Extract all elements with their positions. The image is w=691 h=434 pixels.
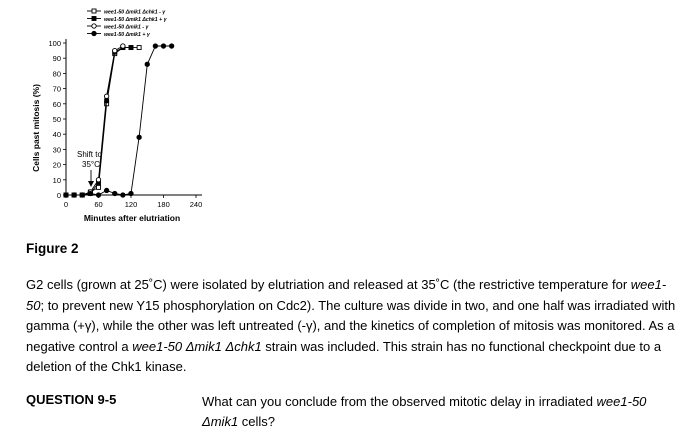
data-point: [137, 46, 141, 50]
data-point: [104, 188, 108, 192]
series-2: [64, 46, 133, 197]
legend-marker: [92, 24, 96, 28]
caption-run: wee1-50: [26, 277, 667, 313]
y-tick-label: 20: [52, 160, 61, 170]
chart-plot-area: [64, 44, 174, 197]
series-3: [64, 44, 125, 197]
annotation-shift-line2: 35°C: [82, 160, 100, 169]
data-point: [129, 46, 133, 50]
y-tick-label: 90: [52, 54, 61, 64]
y-tick-label: 70: [52, 84, 61, 94]
question-run: wee1-50 Δmik1: [202, 394, 647, 429]
caption-run: wee1-50 Δmik1 Δchk1: [132, 338, 262, 354]
data-point: [161, 44, 165, 48]
x-tick-label: 180: [157, 200, 170, 209]
series-line: [66, 46, 123, 195]
x-tick-label: 60: [94, 200, 103, 209]
data-point: [72, 193, 76, 197]
legend-marker: [92, 9, 96, 13]
series-line: [66, 48, 139, 195]
legend-label: wee1-50 Δmik1 + γ: [104, 31, 150, 38]
legend-marker: [92, 17, 96, 21]
y-tick-label: 0: [56, 191, 61, 200]
figure-caption: [26, 275, 676, 378]
y-tick-label: 40: [52, 130, 61, 140]
data-point: [121, 44, 125, 48]
legend-entry: [87, 17, 168, 23]
data-point: [121, 193, 125, 197]
y-tick-label: 60: [52, 99, 61, 109]
y-tick-label: 100: [48, 39, 61, 48]
legend-entry: [87, 24, 150, 31]
x-tick-label: 240: [189, 200, 203, 209]
caption-run: G2 cells (grown at 25˚C) were isolated by elutriation and released at 35˚C (the restrictive temperature for: [26, 277, 631, 292]
data-point: [137, 135, 141, 139]
caption-run: ; to prevent new Y15 phosphorylation on Cdc2). The culture was divide in two, and one half was irradiated with gamma (+γ), while the other was left untreated (-γ), and the kinetics of completion of mitosis was monitored. As a negative control a: [26, 297, 676, 354]
series-4: [64, 44, 174, 197]
question-text: [202, 392, 682, 432]
y-tick-label: 30: [52, 145, 61, 155]
mitosis-kinetics-chart: [0, 0, 230, 235]
y-tick-label: 10: [52, 175, 61, 185]
data-point: [113, 48, 117, 52]
data-point: [96, 178, 100, 182]
data-point: [104, 94, 108, 98]
question-run: What can you conclude from the observed mitotic delay in irradiated: [202, 394, 597, 409]
legend-label: wee1-50 Δmik1 Δchk1 + γ: [104, 16, 167, 23]
data-point: [88, 191, 92, 195]
series-line: [66, 48, 131, 195]
chart-legend: [87, 9, 168, 38]
legend-label: wee1-50 Δmik1 - γ: [104, 24, 149, 31]
series-line: [66, 46, 172, 195]
y-axis-label: Cells past mitosis (%): [31, 84, 41, 172]
data-point: [153, 44, 157, 48]
data-point: [169, 44, 173, 48]
question-run: cells?: [238, 414, 276, 429]
legend-marker: [92, 31, 96, 35]
data-point: [145, 62, 149, 66]
data-point: [113, 191, 117, 195]
y-tick-label: 80: [52, 69, 61, 79]
series-1: [64, 46, 141, 197]
data-point: [80, 193, 84, 197]
legend-entry: [87, 9, 166, 15]
x-axis-label: Minutes after elutriation: [83, 213, 181, 223]
legend-entry: [87, 31, 151, 38]
chart-axes: [48, 39, 202, 209]
data-point: [129, 191, 133, 195]
data-point: [97, 185, 101, 189]
question-label: QUESTION 9-5: [26, 392, 117, 407]
data-point: [96, 193, 100, 197]
annotation-shift-line1: Shift to: [77, 150, 102, 159]
figure-label: Figure 2: [26, 241, 79, 256]
x-tick-label: 120: [124, 200, 138, 209]
legend-label: wee1-50 Δmik1 Δchk1 - γ: [104, 9, 166, 16]
caption-run: strain was included. This strain has no functional checkpoint due to a deletion of the Chk1 kinase.: [26, 338, 662, 374]
y-tick-label: 50: [52, 115, 61, 124]
annotation-arrow: [88, 170, 94, 187]
data-point: [64, 193, 68, 197]
x-tick-label: 0: [63, 200, 69, 209]
